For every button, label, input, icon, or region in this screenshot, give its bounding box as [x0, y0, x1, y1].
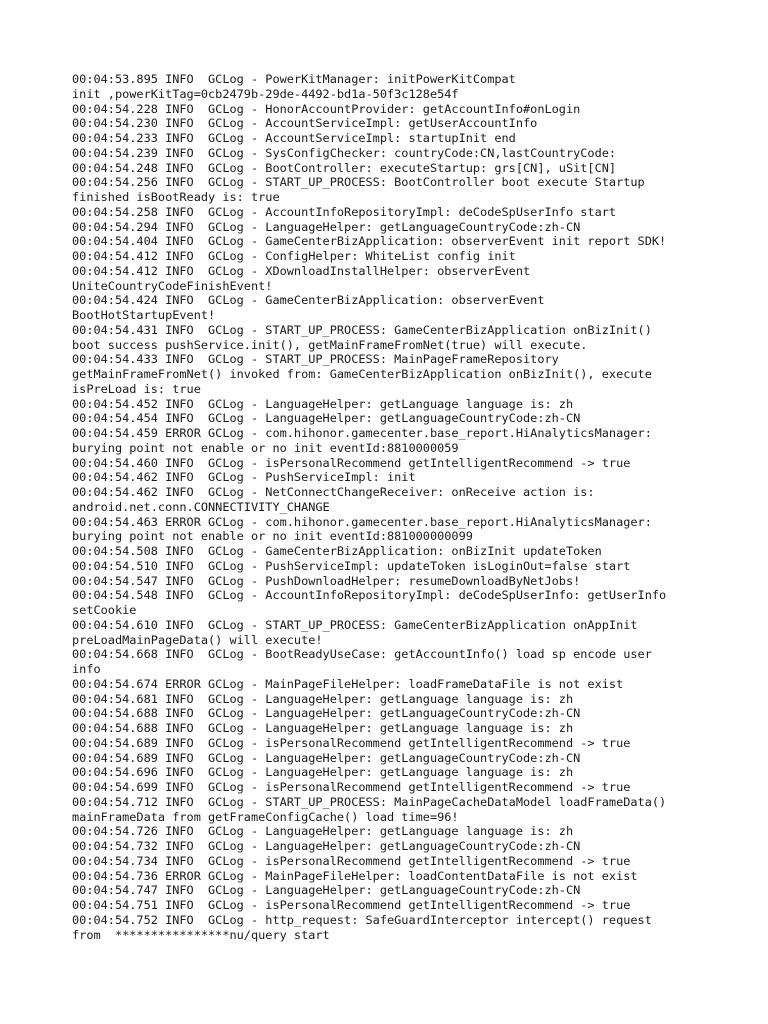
log-line: 00:04:54.459 ERROR GCLog - com.hihonor.gamecenter.base_report.HiAnalyticsManager: [72, 426, 652, 440]
log-line: 00:04:54.689 INFO GCLog - isPersonalRecommend getIntelligentRecommend -> true [72, 735, 631, 750]
log-line: 00:04:54.668 INFO GCLog - BootReadyUseCase: getAccountInfo() load sp encode user [72, 647, 652, 662]
log-line: 00:04:54.688 INFO GCLog - LanguageHelper: getLanguageCountryCode:zh-CN [72, 706, 581, 721]
log-line: 00:04:54.752 INFO GCLog - http_request: SafeGuardInterceptor intercept() request [72, 912, 652, 927]
log-line: 00:04:54.689 INFO GCLog - LanguageHelper: getLanguageCountryCode:zh-CN [72, 750, 581, 765]
log-line: 00:04:54.239 INFO GCLog - SysConfigChecker: countryCode:CN,lastCountryCode: [72, 145, 617, 160]
log-line: burying point not enable or no init eventId:8810000059 [72, 440, 459, 455]
log-line: 00:04:54.248 INFO GCLog - BootController: executeStartup: grs[CN], uSit[CN] [72, 160, 617, 175]
log-line: 00:04:54.462 INFO GCLog - PushServiceImpl: init [72, 470, 416, 485]
log-line: mainFrameData from getFrameConfigCache() load time=96! [72, 809, 459, 824]
log-line: 00:04:54.751 INFO GCLog - isPersonalRecommend getIntelligentRecommend -> true [72, 898, 631, 912]
log-line: 00:04:54.732 INFO GCLog - LanguageHelper: getLanguageCountryCode:zh-CN [72, 839, 581, 853]
log-line: 00:04:54.510 INFO GCLog - PushServiceImpl: updateToken isLoginOut=false start [72, 558, 631, 573]
log-line: 00:04:54.258 INFO GCLog - AccountInfoRepositoryImpl: deCodeSpUserInfo start [72, 204, 617, 219]
log-line: boot success pushService.init(), getMainFrameFromNet(true) will execute. [72, 337, 588, 352]
log-line: 00:04:54.412 INFO GCLog - ConfigHelper: WhiteList config init [72, 249, 516, 263]
log-document [72, 72, 712, 942]
log-line: getMainFrameFromNet() invoked from: GameCenterBizApplication onBizInit(), execute [72, 367, 652, 381]
log-line: 00:04:54.681 INFO GCLog - LanguageHelper: getLanguage language is: zh [72, 691, 574, 706]
log-line: info [72, 662, 101, 676]
log-line: 00:04:54.256 INFO GCLog - START_UP_PROCESS: BootController boot execute Startup [72, 175, 645, 190]
log-line: 00:04:54.452 INFO GCLog - LanguageHelper: getLanguage language is: zh [72, 396, 574, 411]
log-line: 00:04:54.736 ERROR GCLog - MainPageFileHelper: loadContentDataFile is not exist [72, 868, 638, 883]
log-line: 00:04:54.404 INFO GCLog - GameCenterBizApplication: observerEvent init report SDK! [72, 234, 667, 249]
log-line: 00:04:54.547 INFO GCLog - PushDownloadHelper: resumeDownloadByNetJobs! [72, 573, 581, 588]
log-line: 00:04:54.230 INFO GCLog - AccountServiceImpl: getUserAccountInfo [72, 116, 538, 131]
log-line: 00:04:54.726 INFO GCLog - LanguageHelper: getLanguage language is: zh [72, 824, 574, 839]
log-line: 00:04:54.712 INFO GCLog - START_UP_PROCESS: MainPageCacheDataModel loadFrameData() [72, 794, 667, 809]
log-line: 00:04:54.462 INFO GCLog - NetConnectChangeReceiver: onReceive action is: [72, 485, 595, 499]
log-line: from ****************nu/query start [72, 927, 330, 942]
log-line: 00:04:54.734 INFO GCLog - isPersonalRecommend getIntelligentRecommend -> true [72, 853, 631, 868]
log-line: init ,powerKitTag=0cb2479b-29de-4492-bd1a-50f3c128e54f [72, 86, 459, 101]
log-line: android.net.conn.CONNECTIVITY_CHANGE [72, 499, 330, 514]
log-line: 00:04:54.228 INFO GCLog - HonorAccountProvider: getAccountInfo#onLogin [72, 101, 581, 116]
log-line: 00:04:54.747 INFO GCLog - LanguageHelper: getLanguageCountryCode:zh-CN [72, 883, 581, 898]
log-line: burying point not enable or no init eventId:881000000099 [72, 529, 473, 544]
log-line: 00:04:54.610 INFO GCLog - START_UP_PROCESS: GameCenterBizApplication onAppInit [72, 617, 638, 632]
log-line: 00:04:54.424 INFO GCLog - GameCenterBizApplication: observerEvent [72, 293, 545, 308]
log-line: 00:04:54.508 INFO GCLog - GameCenterBizApplication: onBizInit updateToken [72, 544, 602, 558]
log-line: BootHotStartupEvent! [72, 308, 216, 322]
log-line: 00:04:54.696 INFO GCLog - LanguageHelper: getLanguage language is: zh [72, 765, 574, 780]
log-line: 00:04:54.433 INFO GCLog - START_UP_PROCESS: MainPageFrameRepository [72, 352, 559, 367]
log-line: 00:04:54.460 INFO GCLog - isPersonalRecommend getIntelligentRecommend -> true [72, 455, 631, 470]
log-line: 00:04:54.688 INFO GCLog - LanguageHelper: getLanguage language is: zh [72, 721, 574, 735]
log-line: 00:04:53.895 INFO GCLog - PowerKitManager: initPowerKitCompat [72, 72, 516, 86]
log-line: 00:04:54.431 INFO GCLog - START_UP_PROCESS: GameCenterBizApplication onBizInit() [72, 322, 652, 337]
log-line: 00:04:54.674 ERROR GCLog - MainPageFileHelper: loadFrameDataFile is not exist [72, 676, 624, 691]
log-line: 00:04:54.233 INFO GCLog - AccountServiceImpl: startupInit end [72, 131, 516, 145]
log-line: 00:04:54.463 ERROR GCLog - com.hihonor.gamecenter.base_report.HiAnalyticsManager: [72, 514, 652, 529]
log-line: 00:04:54.412 INFO GCLog - XDownloadInstallHelper: observerEvent [72, 263, 531, 278]
log-line: 00:04:54.548 INFO GCLog - AccountInfoRepositoryImpl: deCodeSpUserInfo: getUserInfo [72, 588, 667, 603]
log-line: isPreLoad is: true [72, 381, 201, 396]
log-line: setCookie [72, 603, 137, 617]
log-line: 00:04:54.294 INFO GCLog - LanguageHelper: getLanguageCountryCode:zh-CN [72, 219, 581, 234]
log-line: preLoadMainPageData() will execute! [72, 632, 323, 647]
log-line: 00:04:54.454 INFO GCLog - LanguageHelper: getLanguageCountryCode:zh-CN [72, 411, 581, 426]
log-line: finished isBootReady is: true [72, 190, 280, 204]
log-line: UniteCountryCodeFinishEvent! [72, 278, 273, 293]
log-line: 00:04:54.699 INFO GCLog - isPersonalRecommend getIntelligentRecommend -> true [72, 780, 631, 794]
